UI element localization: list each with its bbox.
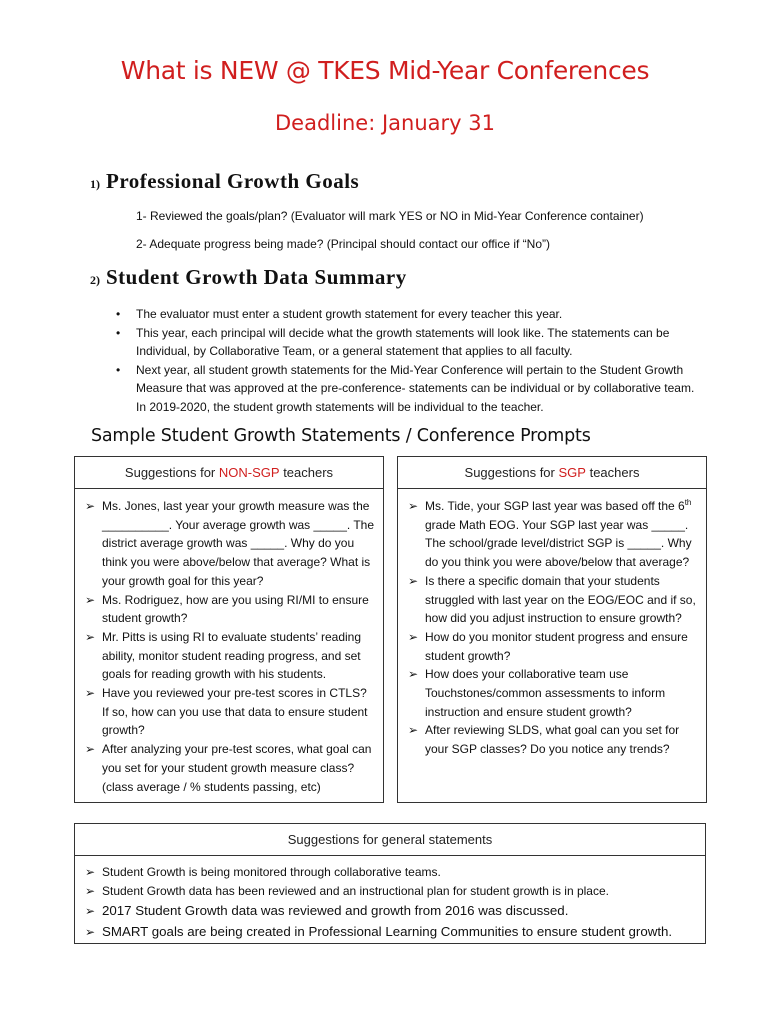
arrow-bullet-icon: ➢ [85,884,96,898]
general-statements-box [74,823,706,944]
arrow-bullet-icon: ➢ [85,924,96,939]
arrow-bullet-icon: ➢ [85,686,96,701]
item-text: Ms. Rodriguez, how are you using RI/MI to ensure student growth? [102,592,369,626]
header-highlight: NON-SGP [218,465,280,480]
arrow-bullet-icon: ➢ [85,499,96,513]
section-title: Professional Growth Goals [106,169,360,193]
item-text: How do you monitor student progress and ensure student growth? [425,629,688,663]
ordinal-superscript: th [684,498,692,507]
list-item [116,305,706,324]
sample-statements-heading: Sample Student Growth Statements / Conference Prompts [91,426,591,446]
header-prefix: Suggestions for [464,465,555,480]
list-item [85,863,697,882]
goal-item-2: 2- Adequate progress being made? (Principal should contact our office if “No”) [136,237,551,251]
item-text: 2017 Student Growth data was reviewed and growth from 2016 was discussed. [102,903,569,918]
list-item [85,882,697,901]
bullet-text: This year, each principal will decide what the growth statements will look like. The statements can be Individual, by Collaborative Team, or a general statement that applies to all faculty. [136,325,670,358]
header-prefix: Suggestions for [124,465,216,480]
arrow-bullet-icon: ➢ [85,904,96,918]
arrow-bullet-icon: ➢ [408,573,419,588]
box-header: Suggestions for general statements [75,824,705,856]
suggestion-list [75,489,383,796]
item-text: Have you reviewed your pre-test scores in CTLS? If so, how can you use that data to ensure student growth? [102,686,368,738]
bullet-icon: • [116,325,121,340]
list-item [85,591,375,628]
document-title: What is NEW @ TKES Mid-Year Conferences [120,56,650,85]
list-item [116,324,706,361]
goal-item-1: 1- Reviewed the goals/plan? (Evaluator will mark YES or NO in Mid-Year Conference container) [136,209,644,223]
deadline-text: Deadline: January 31 [275,111,495,135]
list-item [408,721,698,758]
item-text: Student Growth is being monitored through collaborative teams. [102,865,441,879]
suggestion-list [75,856,705,942]
item-text: After reviewing SLDS, what goal can you set for your SGP classes? Do you notice any trends? [425,723,680,757]
bullet-icon: • [116,362,121,377]
suggestion-list [398,489,706,759]
list-item [85,628,375,684]
arrow-bullet-icon: ➢ [85,629,96,644]
student-growth-bullet-list [116,305,706,416]
header-suffix: teachers [283,465,334,480]
list-item [408,665,698,721]
bullet-icon: • [116,307,121,321]
item-text: Student Growth data has been reviewed and an instructional plan for student growth is in place. [102,884,609,898]
non-sgp-suggestions-box [74,456,384,803]
box-header [398,457,706,489]
list-item [116,361,706,417]
item-text-part: Ms. Tide, your SGP last year was based off the 6 [425,499,685,513]
section-professional-growth-heading [90,169,359,194]
item-text: After analyzing your pre-test scores, what goal can you set for your student growth measure class? (class average / % students passing, etc) [102,742,372,794]
list-item [408,497,698,572]
list-item [408,628,698,665]
item-text: Ms. Jones, last year your growth measure was the __________. Your average growth was _____. The district average growth was _____. Why do you think you were above/below that average? What is your growth goal for this year? [102,499,374,588]
list-item [408,572,698,628]
bullet-text: Next year, all student growth statements for the Mid-Year Conference will pertain to the Student Growth Measure that was approved at the pre-conference- statements can be individual or by collaborative team. In 2019-2020, the student growth statements will be individual to the teacher. [136,362,695,414]
list-item [85,740,375,796]
arrow-bullet-icon: ➢ [408,499,419,513]
sgp-suggestions-box [397,456,707,803]
item-text-part: grade Math EOG. Your SGP last year was _____. The school/grade level/district SGP is _____. Why do you think you were above/below that average? [425,517,692,570]
list-item [85,497,375,591]
list-item [85,922,697,943]
header-highlight: SGP [558,465,586,480]
item-text: Is there a specific domain that your students struggled with last year on the EOG/EOC and if so, how did you adjust instruction to ensure growth? [425,573,696,626]
section-title: Student Growth Data Summary [106,265,407,289]
bullet-text: The evaluator must enter a student growth statement for every teacher this year. [136,307,563,321]
item-text: SMART goals are being created in Professional Learning Communities to ensure student growth. [102,923,673,939]
arrow-bullet-icon: ➢ [408,667,419,682]
arrow-bullet-icon: ➢ [408,723,419,738]
arrow-bullet-icon: ➢ [85,742,96,757]
item-text [425,499,692,569]
section-number: 2) [90,273,100,287]
arrow-bullet-icon: ➢ [85,865,96,879]
arrow-bullet-icon: ➢ [85,592,96,607]
section-number: 1) [90,177,100,191]
list-item [85,901,697,922]
section-student-growth-heading [90,265,407,290]
item-text: Mr. Pitts is using RI to evaluate students’ reading ability, monitor student reading progress, and set goals for reading growth with his students. [102,629,362,682]
item-text: How does your collaborative team use Touchstones/common assessments to inform instruction and ensure student growth? [425,667,666,719]
box-header [75,457,383,489]
arrow-bullet-icon: ➢ [408,629,419,644]
header-suffix: teachers [589,465,640,480]
list-item [85,684,375,740]
